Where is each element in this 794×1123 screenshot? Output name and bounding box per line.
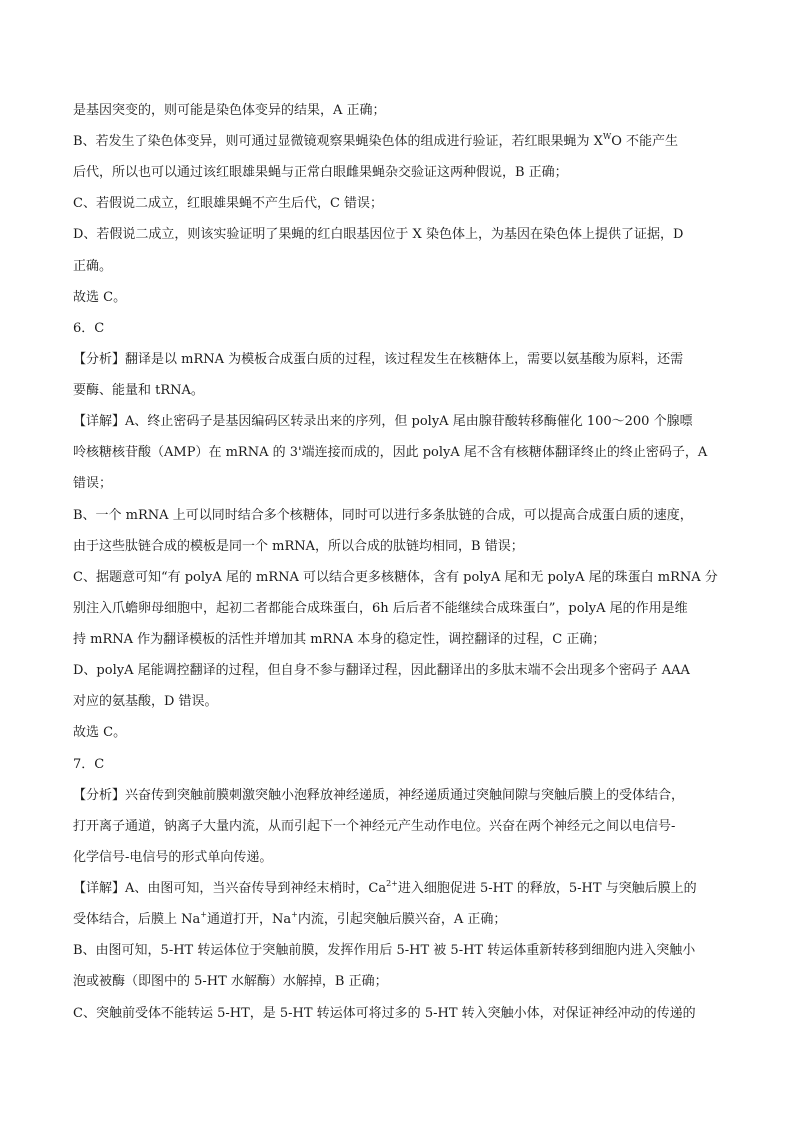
text-line: 【详解】A、终止密码子是基因编码区转录出来的序列，但 polyA 尾由腺苷酸转移酶催化 100～200 个腺嘌 xyxy=(73,414,693,429)
text-line xyxy=(73,878,736,900)
text-line: 呤核糖核苷酸（AMP）在 mRNA 的 3'端连接而成的，因此 polyA 尾不含有核糖体翻译终止的终止密码子，A xyxy=(73,445,708,460)
text-line: C、据题意可知“有 polyA 尾的 mRNA 可以结合更多核糖体，含有 polyA 尾和无 polyA 尾的珠蛋白 mRNA 分 xyxy=(73,570,718,585)
superscript: 2+ xyxy=(386,878,398,888)
text-line: 【分析】兴奋传到突触前膜刺激突触小泡释放神经递质，神经递质通过突触间隙与突触后膜上的受体结合， xyxy=(73,788,685,803)
text-line: 要酶、能量和 tRNA。 xyxy=(73,383,204,398)
text-line: 化学信号-电信号的形式单向传递。 xyxy=(73,850,273,865)
text-span: 【详解】A、由图可知，当兴奋传导到神经末梢时，Ca xyxy=(73,881,387,896)
superscript: W xyxy=(602,131,612,141)
text-line: B、一个 mRNA 上可以同时结合多个核糖体，同时可以进行多条肽链的合成，可以提高合成蛋白质的速度， xyxy=(73,508,693,523)
text-line: 别注入爪蟾卵母细胞中，起初二者都能合成珠蛋白，6h 后后者不能继续合成珠蛋白”，polyA 尾的作用是维 xyxy=(73,601,688,616)
text-line xyxy=(73,909,736,931)
text-span: 通道打开，Na xyxy=(206,912,292,927)
text-line: 打开离子通道，钠离子大量内流，从而引起下一个神经元产生动作电位。兴奋在两个神经元之间以电信号- xyxy=(73,819,676,834)
text-line: B、由图可知，5-HT 转运体位于突触前膜，发挥作用后 5-HT 被 5-HT 转运体重新转移到细胞内进入突触小 xyxy=(73,943,696,958)
text-span: 内流，引起突触后膜兴奋，A 正确； xyxy=(297,912,507,927)
text-line: 是基因突变的，则可能是染色体变异的结果，A 正确； xyxy=(73,103,386,118)
text-line: C、突触前受体不能转运 5-HT，是 5-HT 转运体可将过多的 5-HT 转入突触小体，对保证神经冲动的传递的 xyxy=(73,1006,696,1021)
text-span: B、若发生了染色体变异，则可通过显微镜观察果蝇染色体的组成进行验证，若红眼果蝇为 X xyxy=(73,134,603,149)
text-line: 【分析】翻译是以 mRNA 为模板合成蛋白质的过程，该过程发生在核糖体上，需要以氨基酸为原料，还需 xyxy=(73,352,684,367)
text-line: 错误； xyxy=(73,476,113,491)
text-span: 进入细胞促进 5-HT 的释放，5-HT 与突触后膜上的 xyxy=(397,881,697,896)
text-line xyxy=(73,131,736,153)
superscript: + xyxy=(200,909,207,919)
question-number: 6．C xyxy=(73,321,105,336)
text-line: D、polyA 尾能调控翻译的过程，但自身不参与翻译过程，因此翻译出的多肽末端不会出现多个密码子 AAA xyxy=(73,663,690,678)
text-line: 故选 C。 xyxy=(73,290,127,305)
superscript: + xyxy=(291,909,298,919)
text-line: C、若假说二成立，红眼雄果蝇不产生后代，C 错误； xyxy=(73,196,384,211)
question-number: 7．C xyxy=(73,757,105,772)
text-line: 正确。 xyxy=(73,259,113,274)
text-span: O 不能产生 xyxy=(611,134,678,149)
text-line: 后代，所以也可以通过该红眼雄果蝇与正常白眼雌果蝇杂交验证这两种假说，B 正确； xyxy=(73,165,568,180)
text-line: 故选 C。 xyxy=(73,725,127,740)
text-span: 受体结合，后膜上 Na xyxy=(73,912,201,927)
text-line: 对应的氨基酸，D 错误。 xyxy=(73,694,218,709)
text-line: 由于这些肽链合成的模板是同一个 mRNA，所以合成的肽链均相同，B 错误； xyxy=(73,539,524,554)
text-line: 持 mRNA 作为翻译模板的活性并增加其 mRNA 本身的稳定性，调控翻译的过程，C 正确； xyxy=(73,632,606,647)
text-line: 泡或被酶（即图中的 5-HT 水解酶）水解掉，B 正确； xyxy=(73,974,388,989)
text-line: D、若假说二成立，则该实验证明了果蝇的红白眼基因位于 X 染色体上，为基因在染色体上提供了证据，D xyxy=(73,227,684,242)
